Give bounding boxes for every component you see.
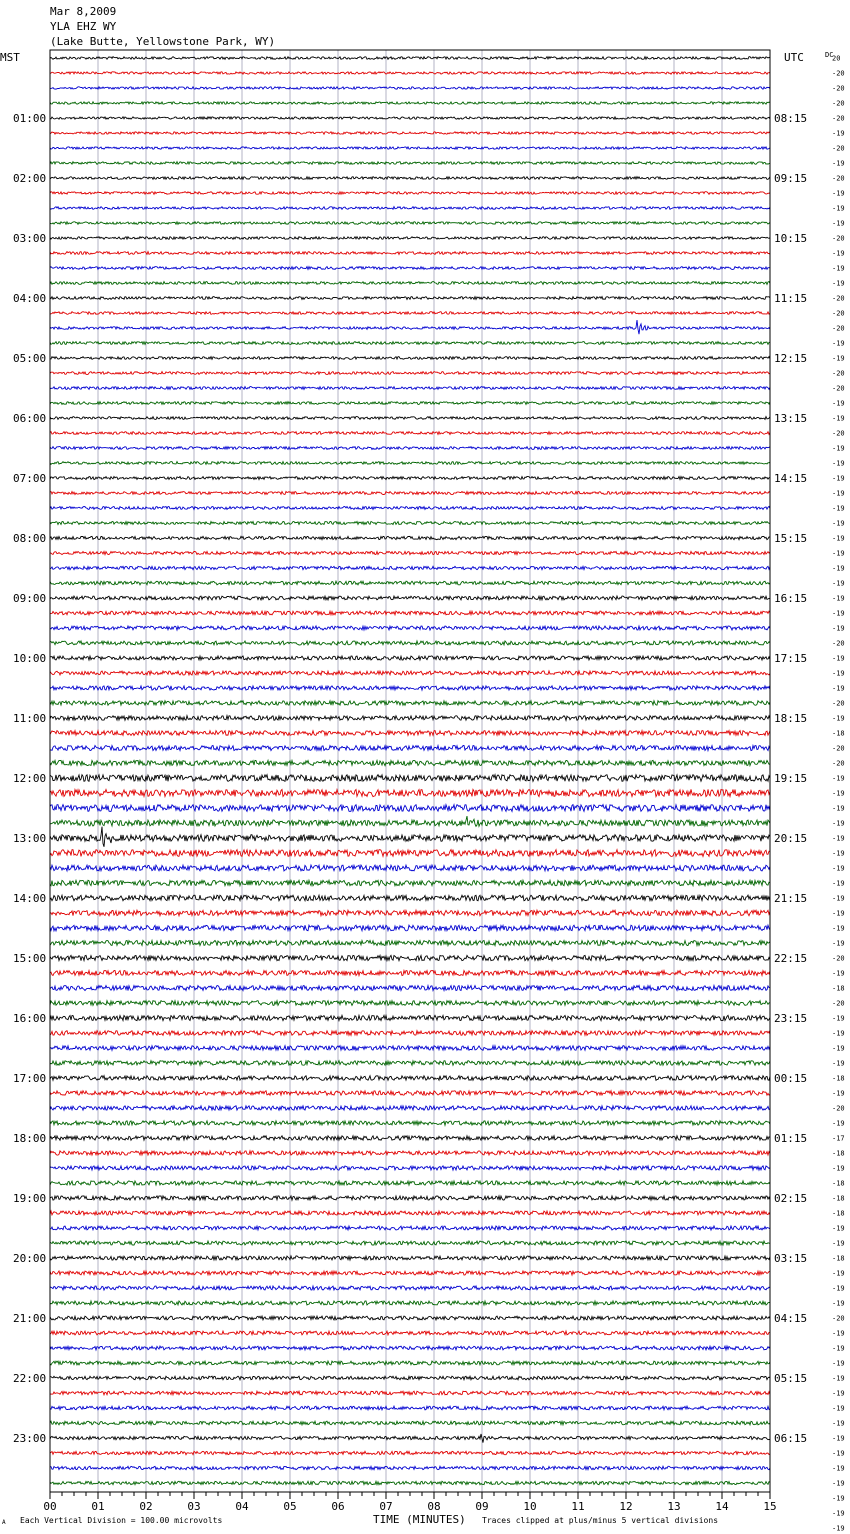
dc-offset-label: -19: [832, 789, 845, 798]
x-tick-label: 07: [379, 1500, 393, 1513]
hour-label-utc: 13:15: [774, 412, 808, 425]
dc-offset-label: -19: [832, 414, 845, 423]
trace-44: [50, 716, 770, 721]
left-axis-label: MST: [0, 51, 20, 64]
dc-offset-label: -19: [832, 864, 845, 873]
trace-82: [50, 1286, 770, 1290]
hour-label-mst: 14:00: [13, 892, 47, 905]
hour-label-mst: 09:00: [13, 592, 47, 605]
hour-label-utc: 10:15: [774, 232, 808, 245]
hour-label-mst: 20:00: [13, 1252, 47, 1265]
trace-77: [50, 1211, 770, 1215]
dc-offset-label: -19: [832, 834, 845, 843]
trace-35: [50, 581, 770, 585]
dc-offset-label: -20: [832, 1314, 845, 1323]
dc-offset-label: -19: [832, 1299, 845, 1308]
trace-55: [50, 880, 770, 885]
dc-offset-label: 20: [832, 54, 841, 63]
dc-offset-label: -20: [832, 759, 845, 768]
trace-78: [50, 1226, 770, 1230]
trace-49: [50, 789, 770, 796]
hour-label-utc: 18:15: [774, 712, 808, 725]
trace-28: [50, 477, 770, 480]
trace-38: [50, 626, 770, 630]
hour-label-utc: 05:15: [774, 1372, 808, 1385]
trace-72: [50, 1136, 770, 1140]
trace-8: [50, 177, 770, 180]
dc-offset-label: -19: [832, 849, 845, 858]
hour-label-utc: 08:15: [774, 112, 808, 125]
trace-19: [50, 342, 770, 345]
hour-label-mst: 11:00: [13, 712, 47, 725]
hour-label-utc: 23:15: [774, 1012, 808, 1025]
trace-59: [50, 940, 770, 945]
trace-26: [50, 447, 770, 450]
dc-offset-label: -19: [832, 1344, 845, 1353]
trace-86: [50, 1346, 770, 1350]
dc-offset-label: -19: [832, 1014, 845, 1023]
hour-label-mst: 07:00: [13, 472, 47, 485]
x-tick-label: 01: [91, 1500, 105, 1513]
trace-66: [50, 1046, 770, 1051]
dc-offset-label: -19: [832, 939, 845, 948]
trace-83: [50, 1301, 770, 1305]
dc-offset-label: -19: [832, 474, 845, 483]
x-tick-label: 09: [475, 1500, 489, 1513]
x-tick-label: 08: [427, 1500, 441, 1513]
dc-offset-label: -18: [832, 1149, 845, 1158]
trace-92: [50, 1434, 770, 1443]
record-date: Mar 8,2009: [50, 5, 117, 18]
trace-34: [50, 566, 770, 569]
dc-offset-label: -20: [832, 114, 845, 123]
dc-offset-label: -19: [832, 204, 845, 213]
trace-93: [50, 1451, 770, 1454]
trace-25: [50, 432, 770, 435]
dc-offset-label: -19: [832, 1449, 845, 1458]
trace-94: [50, 1466, 770, 1469]
trace-57: [50, 910, 770, 915]
trace-31: [50, 522, 770, 525]
x-tick-label: 13: [667, 1500, 681, 1513]
trace-27: [50, 462, 770, 465]
trace-89: [50, 1391, 770, 1395]
time-axis: [43, 1492, 776, 1513]
trace-18: [50, 320, 770, 334]
x-tick-label: 11: [571, 1500, 585, 1513]
trace-23: [50, 402, 770, 405]
dc-offset-label: -19: [832, 1329, 845, 1338]
trace-87: [50, 1361, 770, 1365]
hour-label-utc: 02:15: [774, 1192, 808, 1205]
dc-offset-label: -19: [832, 1419, 845, 1428]
trace-85: [50, 1331, 770, 1335]
hour-label-utc: 12:15: [774, 352, 808, 365]
dc-offset-label: -17: [832, 1134, 845, 1143]
trace-14: [50, 267, 770, 270]
dc-offset-label: -19: [832, 264, 845, 273]
trace-16: [50, 297, 770, 300]
dc-offset-label: -20: [832, 234, 845, 243]
trace-65: [50, 1031, 770, 1036]
dc-offset-label: -19: [832, 129, 845, 138]
dc-offset-label: -19: [832, 1509, 845, 1518]
dc-offset-label: -19: [832, 894, 845, 903]
trace-39: [50, 641, 770, 645]
trace-4: [50, 117, 770, 119]
dc-offset-label: -19: [832, 489, 845, 498]
dc-offset-label: -19: [832, 354, 845, 363]
trace-68: [50, 1076, 770, 1081]
dc-offset-label: -20: [832, 384, 845, 393]
dc-offset-label: -19: [832, 594, 845, 603]
hour-label-mst: 19:00: [13, 1192, 47, 1205]
dc-offset-label: -19: [832, 1359, 845, 1368]
dc-offset-label: -19: [832, 1404, 845, 1413]
minute-gridlines: [98, 50, 722, 1492]
trace-40: [50, 656, 770, 660]
trace-15: [50, 282, 770, 285]
trace-1: [50, 72, 770, 74]
hour-label-mst: 02:00: [13, 172, 47, 185]
dc-offset-label: -19: [832, 804, 845, 813]
trace-80: [50, 1256, 770, 1260]
dc-offset-label: -18: [832, 1074, 845, 1083]
trace-67: [50, 1061, 770, 1066]
dc-offset-label: -20: [832, 99, 845, 108]
trace-3: [50, 102, 770, 104]
trace-11: [50, 222, 770, 225]
trace-51: [50, 816, 770, 826]
hour-label-utc: 00:15: [774, 1072, 808, 1085]
hour-label-utc: 17:15: [774, 652, 808, 665]
dc-offset-label: -19: [832, 519, 845, 528]
dc-label: DC: [825, 51, 834, 59]
dc-offset-label: -19: [832, 504, 845, 513]
trace-17: [50, 312, 770, 315]
x-tick-label: 06: [331, 1500, 345, 1513]
trace-21: [50, 372, 770, 375]
trace-75: [50, 1181, 770, 1185]
dc-offset-label: -20: [832, 69, 845, 78]
trace-32: [50, 536, 770, 539]
hour-label-utc: 09:15: [774, 172, 808, 185]
dc-offset-label: -19: [832, 879, 845, 888]
dc-offset-label: -20: [832, 429, 845, 438]
hour-label-mst: 13:00: [13, 832, 47, 845]
trace-47: [50, 760, 770, 765]
dc-offset-label: -19: [832, 819, 845, 828]
trace-6: [50, 147, 770, 149]
trace-13: [50, 252, 770, 255]
dc-offset-label: -19: [832, 1119, 845, 1128]
dc-offset-label: -19: [832, 1479, 845, 1488]
dc-offset-label: -20: [832, 294, 845, 303]
dc-offset-label: -20: [832, 369, 845, 378]
trace-81: [50, 1271, 770, 1275]
trace-70: [50, 1106, 770, 1110]
dc-offset-label: -19: [832, 249, 845, 258]
trace-61: [50, 971, 770, 976]
seismic-traces: [50, 57, 770, 1485]
trace-7: [50, 162, 770, 165]
trace-46: [50, 746, 770, 751]
dc-offset-label: -19: [832, 924, 845, 933]
trace-62: [50, 986, 770, 991]
trace-37: [50, 611, 770, 615]
trace-60: [50, 955, 770, 960]
dc-offset-label: -19: [832, 969, 845, 978]
trace-63: [50, 1001, 770, 1006]
hour-label-utc: 11:15: [774, 292, 808, 305]
dc-offset-labels: [832, 55, 845, 1534]
trace-90: [50, 1406, 770, 1410]
hour-label-mst: 18:00: [13, 1132, 47, 1145]
hour-label-mst: 22:00: [13, 1372, 47, 1385]
dc-offset-label: -18: [832, 1179, 845, 1188]
dc-offset-label: -19: [832, 159, 845, 168]
trace-84: [50, 1316, 770, 1320]
dc-offset-label: -19: [832, 459, 845, 468]
right-hour-labels: [774, 112, 807, 1445]
hour-label-utc: 20:15: [774, 832, 808, 845]
dc-offset-label: -19: [832, 1464, 845, 1473]
hour-label-mst: 21:00: [13, 1312, 47, 1325]
hour-label-utc: 14:15: [774, 472, 808, 485]
trace-54: [50, 865, 770, 871]
right-axis-label: UTC: [784, 51, 804, 64]
trace-42: [50, 686, 770, 690]
plot-frame: [50, 50, 770, 1492]
dc-offset-label: -19: [832, 279, 845, 288]
x-tick-label: 10: [523, 1500, 537, 1513]
hour-label-utc: 01:15: [774, 1132, 808, 1145]
x-tick-label: 03: [187, 1500, 201, 1513]
dc-offset-label: -19: [832, 444, 845, 453]
x-tick-label: 02: [139, 1500, 153, 1513]
dc-offset-label: -19: [832, 1089, 845, 1098]
trace-71: [50, 1121, 770, 1125]
hour-label-utc: 19:15: [774, 772, 808, 785]
hour-label-utc: 22:15: [774, 952, 808, 965]
x-tick-label: 15: [763, 1500, 777, 1513]
trace-41: [50, 671, 770, 675]
dc-offset-label: -19: [832, 1224, 845, 1233]
dc-offset-label: -19: [832, 909, 845, 918]
trace-20: [50, 357, 770, 360]
dc-offset-label: -19: [832, 219, 845, 228]
trace-5: [50, 132, 770, 134]
dc-offset-label: -18: [832, 1194, 845, 1203]
dc-offset-label: -19: [832, 609, 845, 618]
dc-offset-label: -19: [832, 549, 845, 558]
trace-91: [50, 1421, 770, 1425]
dc-offset-label: -20: [832, 639, 845, 648]
trace-9: [50, 192, 770, 195]
dc-offset-label: -19: [832, 669, 845, 678]
hour-label-mst: 15:00: [13, 952, 47, 965]
station-location: (Lake Butte, Yellowstone Park, WY): [50, 35, 276, 48]
hour-label-mst: 12:00: [13, 772, 47, 785]
trace-53: [50, 850, 770, 857]
dc-offset-label: -19: [832, 1239, 845, 1248]
dc-offset-label: -20: [832, 84, 845, 93]
trace-12: [50, 237, 770, 240]
trace-24: [50, 417, 770, 420]
trace-69: [50, 1091, 770, 1095]
x-tick-label: 14: [715, 1500, 729, 1513]
hour-label-utc: 04:15: [774, 1312, 808, 1325]
trace-50: [50, 805, 770, 812]
dc-offset-label: -19: [832, 774, 845, 783]
trace-0: [50, 57, 770, 60]
dc-offset-label: -18: [832, 1254, 845, 1263]
trace-58: [50, 925, 770, 931]
trace-56: [50, 895, 770, 901]
dc-offset-label: -20: [832, 999, 845, 1008]
dc-offset-label: -19: [832, 1269, 845, 1278]
trace-88: [50, 1376, 770, 1380]
dc-offset-label: -19: [832, 339, 845, 348]
hour-label-mst: 08:00: [13, 532, 47, 545]
trace-29: [50, 492, 770, 495]
dc-offset-label: -19: [832, 654, 845, 663]
dc-offset-label: -20: [832, 144, 845, 153]
dc-offset-label: -20: [832, 174, 845, 183]
hour-label-utc: 16:15: [774, 592, 808, 605]
trace-73: [50, 1151, 770, 1155]
station-code: YLA EHZ WY: [50, 20, 117, 33]
dc-offset-label: -19: [832, 1059, 845, 1068]
trace-76: [50, 1196, 770, 1200]
hour-label-utc: 21:15: [774, 892, 808, 905]
x-tick-label: 12: [619, 1500, 633, 1513]
dc-offset-label: -20: [832, 324, 845, 333]
scale-note: Each Vertical Division = 100.00 microvolts: [20, 1516, 223, 1525]
dc-offset-label: -19: [832, 579, 845, 588]
trace-95: [50, 1481, 770, 1484]
dc-offset-label: -19: [832, 189, 845, 198]
dc-offset-label: -20: [832, 954, 845, 963]
hour-label-utc: 03:15: [774, 1252, 808, 1265]
dc-offset-label: -19: [832, 1389, 845, 1398]
hour-label-mst: 05:00: [13, 352, 47, 365]
clip-note: Traces clipped at plus/minus 5 vertical divisions: [482, 1516, 719, 1525]
trace-10: [50, 207, 770, 210]
hour-label-mst: 16:00: [13, 1012, 47, 1025]
hour-label-utc: 06:15: [774, 1432, 808, 1445]
left-hour-labels: [13, 112, 46, 1445]
trace-2: [50, 87, 770, 89]
dc-offset-label: -19: [832, 564, 845, 573]
trace-79: [50, 1241, 770, 1245]
scale-mark: A: [2, 1519, 6, 1526]
trace-33: [50, 551, 770, 554]
dc-offset-label: -18: [832, 984, 845, 993]
x-tick-label: 00: [43, 1500, 57, 1513]
x-axis-title: TIME (MINUTES): [373, 1513, 466, 1526]
dc-offset-label: -20: [832, 309, 845, 318]
dc-offset-label: -19: [832, 714, 845, 723]
hour-label-mst: 06:00: [13, 412, 47, 425]
dc-offset-label: -19: [832, 399, 845, 408]
dc-offset-label: -19: [832, 1044, 845, 1053]
dc-offset-label: -19: [832, 534, 845, 543]
dc-offset-label: -19: [832, 1374, 845, 1383]
x-tick-label: 05: [283, 1500, 297, 1513]
trace-30: [50, 507, 770, 510]
hour-label-mst: 17:00: [13, 1072, 47, 1085]
trace-22: [50, 387, 770, 390]
trace-45: [50, 731, 770, 736]
hour-label-mst: 23:00: [13, 1432, 47, 1445]
dc-offset-label: -19: [832, 1284, 845, 1293]
trace-43: [50, 701, 770, 705]
hour-label-mst: 01:00: [13, 112, 47, 125]
x-tick-label: 04: [235, 1500, 249, 1513]
dc-offset-label: -18: [832, 729, 845, 738]
trace-74: [50, 1166, 770, 1170]
hour-label-mst: 10:00: [13, 652, 47, 665]
dc-offset-label: -18: [832, 1209, 845, 1218]
trace-52: [50, 827, 770, 847]
trace-64: [50, 1015, 770, 1020]
dc-offset-label: -19: [832, 1494, 845, 1503]
dc-offset-label: -20: [832, 744, 845, 753]
trace-36: [50, 596, 770, 600]
hour-label-utc: 15:15: [774, 532, 808, 545]
hour-label-mst: 03:00: [13, 232, 47, 245]
trace-48: [50, 775, 770, 782]
dc-offset-label: -20: [832, 699, 845, 708]
dc-offset-label: -19: [832, 1524, 845, 1533]
dc-offset-label: -19: [832, 1164, 845, 1173]
dc-offset-label: -19: [832, 1029, 845, 1038]
hour-label-mst: 04:00: [13, 292, 47, 305]
dc-offset-label: -19: [832, 1434, 845, 1443]
dc-offset-label: -20: [832, 1104, 845, 1113]
dc-offset-label: -19: [832, 684, 845, 693]
dc-offset-label: -19: [832, 624, 845, 633]
